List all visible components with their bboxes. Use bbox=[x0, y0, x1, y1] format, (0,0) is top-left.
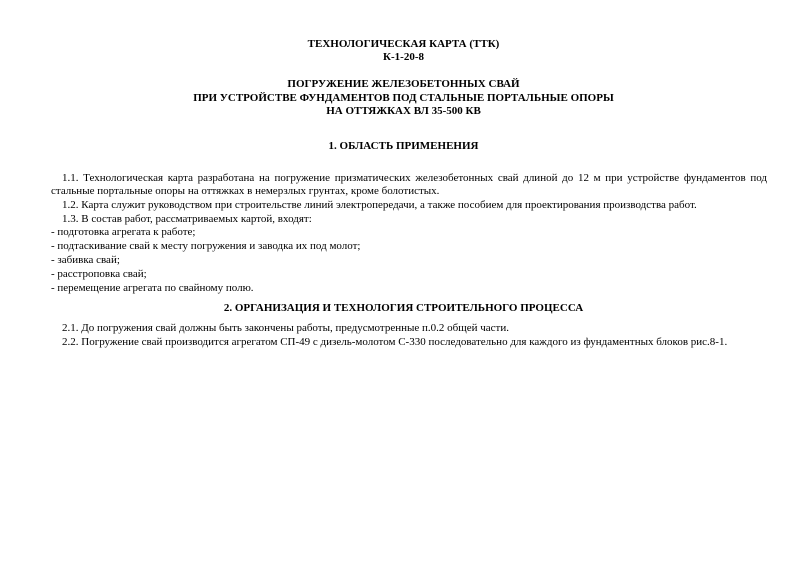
list-item: - расстроповка свай; bbox=[51, 268, 147, 280]
list-item: - подготовка агрегата к работе; bbox=[51, 226, 196, 238]
paragraph-2-1: 2.1. До погружения свай должны быть закончены работы, предусмотренные п.0.2 общей части. bbox=[62, 322, 509, 334]
section-2-heading: 2. ОРГАНИЗАЦИЯ И ТЕХНОЛОГИЯ СТРОИТЕЛЬНОГО ПРОЦЕССА bbox=[223, 302, 584, 314]
subtitle-line-2: ПРИ УСТРОЙСТВЕ ФУНДАМЕНТОВ ПОД СТАЛЬНЫЕ ПОРТАЛЬНЫЕ ОПОРЫ bbox=[193, 92, 614, 104]
document-title: ТЕХНОЛОГИЧЕСКАЯ КАРТА (ТТК) bbox=[307, 38, 500, 50]
subtitle-line-1: ПОГРУЖЕНИЕ ЖЕЛЕЗОБЕТОННЫХ СВАЙ bbox=[287, 78, 520, 90]
document-code: К-1-20-8 bbox=[383, 51, 424, 63]
subtitle-line-3: НА ОТТЯЖКАХ ВЛ 35-500 КВ bbox=[326, 105, 481, 117]
paragraph-1-3: 1.3. В состав работ, рассматриваемых картой, входят: bbox=[62, 213, 312, 225]
paragraph-1-2: 1.2. Карта служит руководством при строительстве линий электропередачи, а также пособием для проектирования производства работ. bbox=[62, 199, 697, 211]
paragraph-1-1: 1.1. Технологическая карта разработана на погружение призматических железобетонных свай длиной до 12 м при устройстве фундаментов под стальные портальные опоры на оттяжках в немерзлых грунтах, кроме болотистых. bbox=[51, 172, 767, 198]
list-item: - забивка свай; bbox=[51, 254, 120, 266]
list-item: - подтаскивание свай к месту погружения и заводка их под молот; bbox=[51, 240, 361, 252]
section-1-heading: 1. ОБЛАСТЬ ПРИМЕНЕНИЯ bbox=[328, 140, 479, 152]
list-item: - перемещение агрегата по свайному полю. bbox=[51, 282, 254, 294]
paragraph-2-2: 2.2. Погружение свай производится агрегатом СП-49 с дизель-молотом С-330 последовательно для каждого из фундаментных блоков рис.8-1. bbox=[62, 336, 728, 348]
